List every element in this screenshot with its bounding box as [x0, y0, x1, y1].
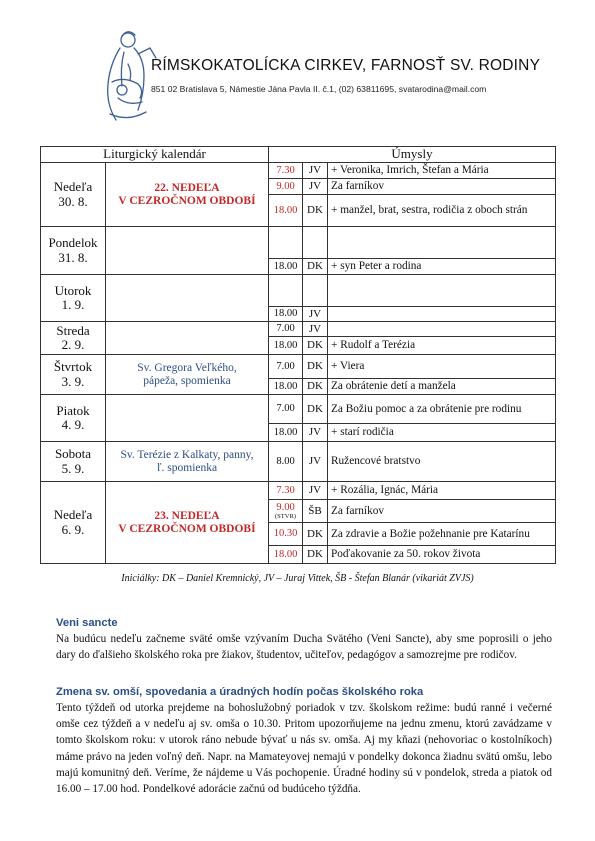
mass-time-value: 7.00 [276, 360, 295, 372]
feast-cell [106, 395, 269, 442]
priest-initials [303, 275, 328, 307]
mass-intention [328, 322, 556, 337]
day-date: 30. 8. [58, 193, 88, 209]
mass-intention [328, 307, 556, 322]
priest-initials: JV [303, 424, 328, 442]
mass-time [269, 322, 303, 337]
mass-intention: Poďakovanie za 50. rokov života [328, 546, 556, 564]
day-date: 6. 9. [61, 521, 85, 537]
calendar-body [41, 163, 556, 564]
section-title: Veni sancte [56, 617, 118, 629]
mass-time [269, 379, 303, 395]
mass-time [269, 163, 303, 179]
mass-time [269, 179, 303, 195]
mass-time-note: (STVR) [275, 513, 296, 521]
day-name: Streda [56, 322, 90, 338]
priest-initials: JV [303, 322, 328, 337]
section-text: Na budúcu nedeľu začneme sväté omše vzývaním Ducha Svätého (Veni Sancte), aby sme poprosili o jeho dary do ďalšieho školského roka pre žiakov, študentov, učiteľov, pedagógov a samozrejme pre rodičov. [56, 633, 552, 662]
mass-time [269, 523, 303, 546]
initials-legend: Iniciálky: DK – Daniel Kremnický, JV – Juraj Vittek, ŠB - Štefan Blanár (vikariát ZVJS) [121, 573, 474, 584]
announcement-veni-sancte [56, 615, 552, 663]
table-row [41, 395, 556, 424]
day-name: Nedeľa [53, 507, 93, 523]
mass-time [269, 395, 303, 424]
mass-time [269, 307, 303, 322]
mass-time [269, 259, 303, 275]
priest-initials: DK [303, 195, 328, 227]
mass-intention: Ružencové bratstvo [328, 442, 556, 482]
mass-time-value: 7.00 [276, 403, 295, 415]
day-name: Štvrtok [53, 359, 93, 375]
mass-time [269, 337, 303, 355]
feast-cell: 23. NEDEĽA V CEZROČNOM OBDOBÍ [106, 482, 269, 564]
mass-time [269, 442, 303, 482]
priest-initials [303, 227, 328, 259]
mass-time [269, 424, 303, 442]
table-row [41, 482, 556, 500]
day-cell [41, 275, 106, 322]
day-name: Sobota [54, 446, 92, 462]
feast-cell: Sv. Gregora Veľkého, pápeža, spomienka [106, 355, 269, 395]
announcement-schedule-change [56, 684, 552, 797]
feast-cell: 22. NEDEĽA V CEZROČNOM OBDOBÍ [106, 163, 269, 227]
mass-time-value: 9.00 [276, 501, 295, 513]
mass-intention: Za zdravie a Božie požehnanie pre Katarínu [328, 523, 556, 546]
mass-time [269, 355, 303, 379]
mass-time-value: 10.30 [273, 528, 298, 540]
day-cell [41, 482, 106, 564]
priest-initials: DK [303, 355, 328, 379]
mass-intention: + Veronika, Imrich, Štefan a Mária [328, 163, 556, 179]
table-row [41, 322, 556, 337]
mass-time-value: 9.00 [276, 180, 295, 192]
column-header-intentions: Úmysly [269, 147, 556, 163]
column-header-calendar: Liturgický kalendár [41, 147, 269, 163]
feast-cell [106, 322, 269, 355]
day-date: 4. 9. [61, 417, 85, 432]
mass-intention: + manžel, brat, sestra, rodičia z oboch strán [328, 195, 556, 227]
section-text: Tento týždeň od utorka prejdeme na bohoslužobný poriadok v tzv. školskom režime: budú ranné i večerné omše cez týždeň a v nedeľu aj sv. omša o 10.30. Pritom upozorňujeme na jednu zmenu, ktorú zavádzame v tomto školskom roku: v utorok ráno nebude bývať u nás sv. omša. Aj my kňazi (nehovoriac o kostolníkoch) máme právo na jeden voľný deň. Napr. na Mamateyovej nemajú v pondelky dokonca žiadnu svätú omšu, lebo majú komunitný deň. Veríme, že nájdeme u Vás pochopenie. Úradné hodiny sú v pondelok, streda a piatok od 16.00 – 17.00 hod. Pondelkové adorácie začnú od budúceho týždňa. [56, 702, 552, 796]
priest-initials: ŠB [303, 500, 328, 523]
mass-time [269, 227, 303, 259]
mass-time-value: 7.30 [276, 164, 295, 176]
mass-intention: Za farníkov [328, 500, 556, 523]
day-date: 3. 9. [61, 373, 85, 389]
table-row [41, 275, 556, 307]
mass-time-value: 18.00 [273, 204, 298, 216]
day-name: Piatok [56, 402, 90, 418]
mass-intention: Za farníkov [328, 179, 556, 195]
feast-cell [106, 227, 269, 275]
mass-intention: + starí rodičia [328, 424, 556, 442]
mass-time [269, 546, 303, 564]
day-date: 5. 9. [61, 460, 85, 476]
liturgical-calendar-table [40, 146, 556, 564]
table-row [41, 355, 556, 379]
mass-time-value: 18.00 [273, 380, 298, 392]
mass-intention: + Viera [328, 355, 556, 379]
priest-initials: JV [303, 179, 328, 195]
mass-intention: Za Božiu pomoc a za obrátenie pre rodinu [328, 395, 556, 424]
section-title: Zmena sv. omší, spovedania a úradných hodín počas školského roka [56, 686, 424, 698]
priest-initials: JV [303, 163, 328, 179]
day-name: Utorok [54, 282, 92, 298]
day-date: 2. 9. [61, 337, 85, 352]
day-cell [41, 163, 106, 227]
day-cell [41, 355, 106, 395]
mass-time-value: 18.00 [273, 339, 298, 351]
day-cell [41, 322, 106, 355]
mass-time-value: 18.00 [273, 426, 298, 438]
table-row [41, 163, 556, 179]
feast-cell [106, 275, 269, 322]
mass-time-value: 18.00 [273, 308, 298, 320]
organization-name: RÍMSKOKATOLÍCKA CIRKEV, FARNOSŤ SV. RODINY [151, 57, 541, 74]
mass-time [269, 482, 303, 500]
priest-initials: DK [303, 523, 328, 546]
mass-time [269, 500, 303, 523]
mass-time [269, 275, 303, 307]
day-cell [41, 442, 106, 482]
mass-time-value: 18.00 [273, 548, 298, 560]
organization-address: 851 02 Bratislava 5, Námestie Jána Pavla II. č.1, (02) 63811695, svatarodina@mail.com [151, 84, 487, 94]
mass-intention: + Rozália, Ignác, Mária [328, 482, 556, 500]
priest-initials: DK [303, 337, 328, 355]
table-row [41, 442, 556, 482]
priest-initials: DK [303, 546, 328, 564]
day-cell [41, 227, 106, 275]
mass-intention: Za obrátenie detí a manžela [328, 379, 556, 395]
mass-intention [328, 275, 556, 307]
table-row [41, 227, 556, 259]
day-date: 1. 9. [61, 297, 85, 312]
mass-time-value: 7.00 [276, 323, 295, 335]
priest-initials: DK [303, 259, 328, 275]
mass-time-value: 18.00 [273, 260, 298, 272]
priest-initials: JV [303, 442, 328, 482]
day-cell [41, 395, 106, 442]
mass-time [269, 195, 303, 227]
priest-initials: JV [303, 307, 328, 322]
day-name: Nedeľa [53, 179, 93, 195]
mass-time-value: 7.30 [276, 484, 295, 496]
priest-initials: JV [303, 482, 328, 500]
mass-intention: + Rudolf a Terézia [328, 337, 556, 355]
mass-time-value: 8.00 [276, 455, 295, 467]
day-name: Pondelok [48, 235, 98, 251]
feast-cell: Sv. Terézie z Kalkaty, panny, ľ. spomienka [106, 442, 269, 482]
priest-initials: DK [303, 379, 328, 395]
mass-intention: + syn Peter a rodina [328, 259, 556, 275]
day-date: 31. 8. [58, 249, 88, 265]
mass-intention [328, 227, 556, 259]
priest-initials: DK [303, 395, 328, 424]
